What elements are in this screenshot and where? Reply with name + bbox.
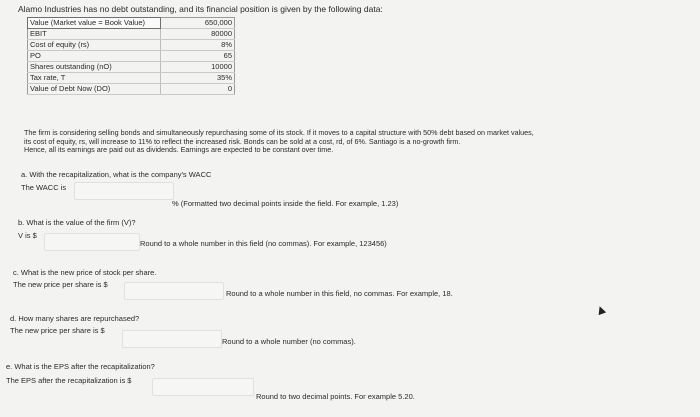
row-label: Cost of equity (rs)	[28, 40, 161, 51]
row-label: Shares outstanding (nO)	[28, 62, 161, 73]
question-a-hint: % (Formatted two decimal points inside the field. For example, 1.23)	[172, 199, 399, 208]
question-e-text: e. What is the EPS after the recapitalization?	[6, 362, 155, 371]
new-price-input[interactable]	[124, 282, 224, 300]
row-label: Value of Debt Now (DO)	[28, 84, 161, 95]
row-label: PO	[28, 51, 161, 62]
table-row	[28, 29, 235, 40]
paragraph-line: The firm is considering selling bonds and simultaneously repurchasing some of its stock. If it moves to a capital structure with 50% debt based on market values,	[24, 128, 534, 137]
row-label: Tax rate, T	[28, 73, 161, 84]
shares-repurchased-input[interactable]	[122, 330, 222, 348]
firm-value-input[interactable]	[44, 233, 140, 251]
row-label: EBIT	[28, 29, 161, 40]
row-value: 80000	[161, 29, 235, 40]
table-row	[28, 73, 235, 84]
table-row	[28, 62, 235, 73]
question-a-prefix: The WACC is	[21, 183, 67, 192]
question-c-prefix: The new price per share is $	[13, 280, 108, 289]
table-row	[28, 51, 235, 62]
eps-input[interactable]	[152, 378, 254, 396]
question-e-prefix: The EPS after the recapitalization is $	[6, 376, 132, 385]
financial-data-table	[27, 17, 235, 95]
table-row	[28, 40, 235, 51]
question-c-text: c. What is the new price of stock per share.	[13, 268, 157, 277]
question-b-prefix: V is $	[18, 231, 37, 240]
problem-intro: Alamo Industries has no debt outstanding, and its financial position is given by the following data:	[18, 4, 383, 14]
question-d-hint: Round to a whole number (no commas).	[222, 337, 356, 346]
paragraph-line: its cost of equity, rs, will increase to 11% to reflect the increased risk. Bonds can be sold at a cost, rd, of 6%. Santiago is a no-growth firm.	[24, 136, 461, 146]
table-row	[28, 84, 235, 95]
row-value: 650,000	[161, 18, 235, 29]
paragraph-line: Hence, all its earnings are paid out as dividends. Earnings are expected to be constant over time.	[24, 145, 334, 154]
question-a-text: a. With the recapitalization, what is the company's WACC	[21, 170, 212, 179]
problem-paragraph	[24, 129, 534, 155]
row-value: 35%	[161, 73, 235, 84]
row-value: 65	[161, 51, 235, 62]
row-value: 0	[161, 84, 235, 95]
wacc-input[interactable]	[74, 182, 174, 200]
question-b-text: b. What is the value of the firm (V)?	[18, 218, 136, 227]
row-value: 8%	[161, 40, 235, 51]
mouse-cursor-icon	[596, 305, 606, 315]
row-label: Value (Market value = Book Value)	[28, 18, 161, 29]
row-value: 10000	[161, 62, 235, 73]
question-c-hint: Round to a whole number in this field, no commas. For example, 18.	[226, 289, 453, 298]
question-b-hint: Round to a whole number in this field (no commas). For example, 123456)	[140, 239, 387, 248]
table-row	[28, 18, 235, 29]
question-d-prefix: The new price per share is $	[10, 326, 105, 335]
question-e-hint: Round to two decimal points. For example 5.20.	[256, 392, 415, 401]
question-d-text: d. How many shares are repurchased?	[10, 314, 140, 323]
